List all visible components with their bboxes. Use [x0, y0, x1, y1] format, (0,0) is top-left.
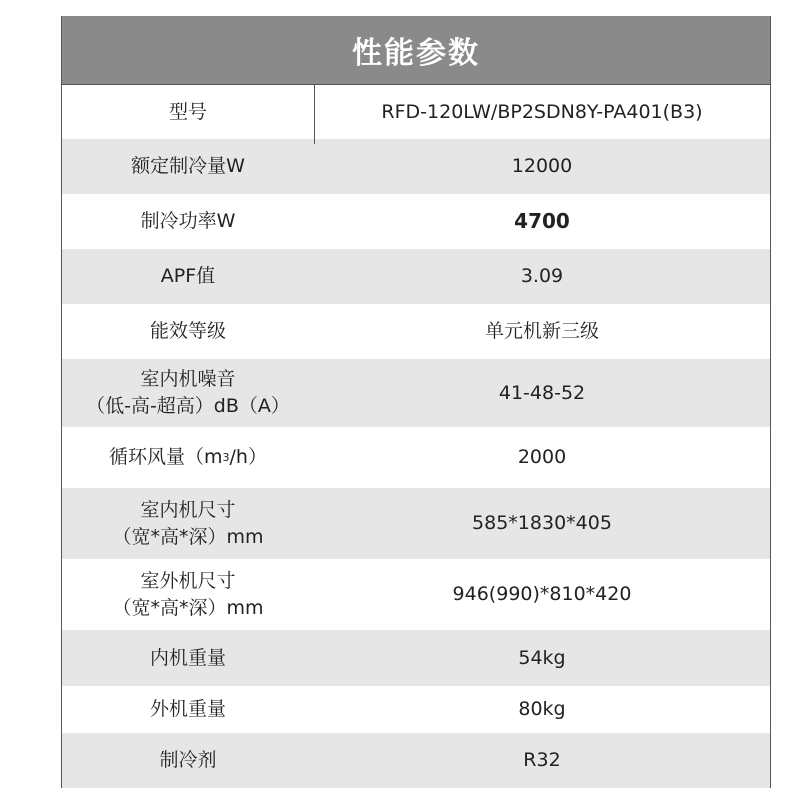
column-divider	[314, 84, 315, 144]
table-row	[62, 488, 770, 559]
row-label: 能效等级	[149, 320, 226, 342]
row-value: 3.09	[520, 265, 564, 287]
row-label-line1: 室内机噪音	[140, 368, 236, 390]
row-label: 内机重量	[149, 646, 226, 669]
row-value: 80kg	[518, 698, 566, 720]
table-title: 性能参数	[62, 16, 770, 85]
row-value: 单元机新三级	[484, 320, 599, 342]
table-row	[62, 359, 770, 427]
row-label: 额定制冷量W	[131, 155, 245, 177]
row-value: 12000	[511, 155, 573, 177]
row-label: 制冷功率W	[140, 210, 236, 232]
table-row	[62, 427, 770, 488]
table-row	[62, 194, 770, 249]
row-label: 型号	[168, 100, 207, 123]
table-row	[62, 686, 770, 733]
row-label	[62, 488, 314, 559]
row-value: R32	[523, 749, 561, 771]
row-label: 外机重量	[149, 698, 226, 720]
row-value: 2000	[517, 446, 567, 468]
row-value: 41-48-52	[498, 381, 586, 404]
table-row	[62, 559, 770, 630]
row-label-line1: 室外机尺寸	[140, 569, 236, 592]
row-value: 585*1830*405	[472, 512, 612, 534]
table-row	[62, 304, 770, 359]
row-label	[62, 359, 314, 427]
row-label-line2: （低-高-超高）dB（A）	[86, 395, 290, 417]
row-label-line2: （宽*高*深）mm	[112, 596, 264, 619]
row-label-suffix: /h）	[229, 446, 267, 468]
row-value: 946(990)*810*420	[452, 583, 632, 605]
row-value: RFD-120LW/BP2SDN8Y-PA401(B3)	[381, 100, 703, 123]
table-row	[62, 85, 770, 139]
row-value: 4700	[514, 209, 570, 233]
row-label-line2: （宽*高*深）mm	[112, 525, 264, 548]
table-row	[62, 630, 770, 686]
row-value: 54kg	[518, 646, 566, 669]
row-label: 循环风量（m 3 /h）	[62, 427, 314, 488]
table-row	[62, 139, 770, 194]
row-label-prefix: 循环风量（m	[109, 446, 223, 468]
spec-table	[61, 16, 771, 788]
row-label	[62, 559, 314, 630]
row-label: APF值	[160, 265, 216, 287]
row-label-line1: 室内机尺寸	[140, 498, 236, 521]
table-row	[62, 249, 770, 304]
table-row	[62, 733, 770, 788]
row-label: 制冷剂	[159, 749, 217, 771]
